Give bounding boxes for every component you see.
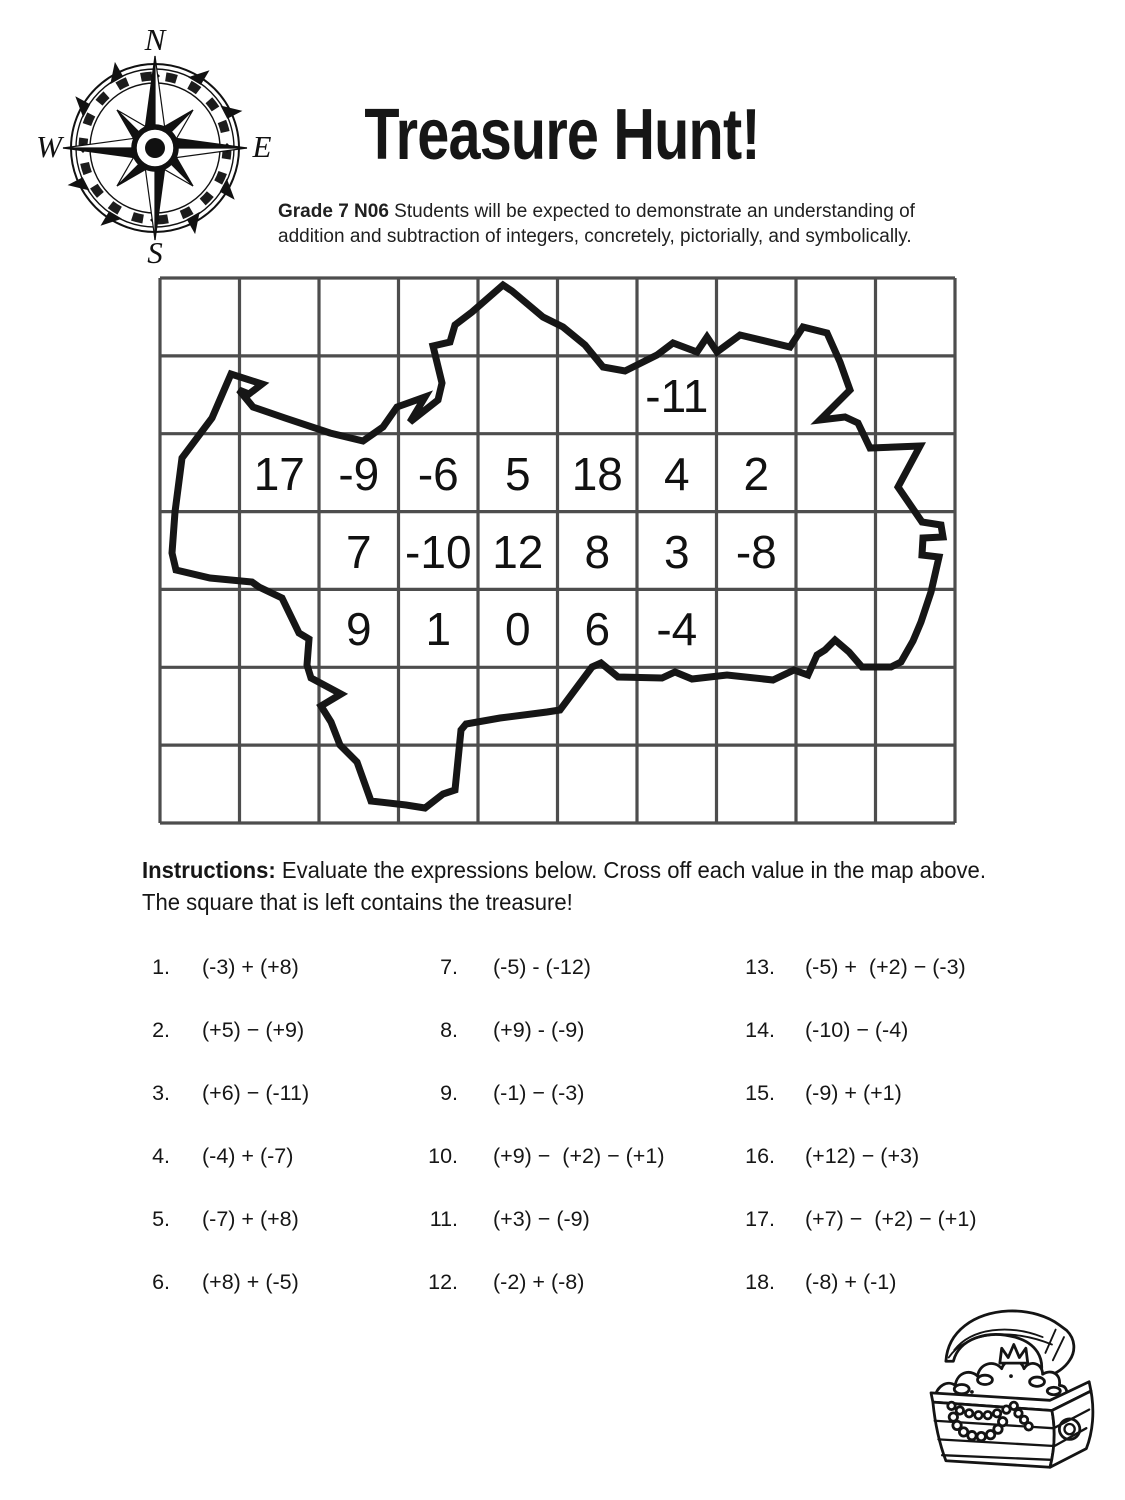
map-cell-value: 1 — [425, 603, 452, 656]
page-title-text: Treasure Hunt! — [364, 95, 761, 175]
problem-number: 9. — [440, 1081, 458, 1105]
problem-expression: (-8) + (-1) — [805, 1270, 897, 1294]
problem-expression: (+8) + (-5) — [202, 1270, 299, 1294]
compass-label-east: E — [252, 129, 272, 164]
problem-item — [410, 951, 591, 983]
problem-expression: (+12) − (+3) — [805, 1144, 920, 1168]
problem-number: 13. — [745, 955, 775, 979]
map-cell-value: 8 — [584, 525, 611, 578]
page-title — [0, 94, 1125, 176]
problem-item — [410, 1077, 584, 1109]
problem-item — [143, 951, 299, 983]
problem-expression: (+9) − (+2) − (+1) — [493, 1144, 665, 1168]
map-cell-value: 17 — [253, 447, 305, 500]
problem-item — [715, 1203, 976, 1235]
problem-item — [410, 1140, 664, 1172]
problem-expression: (-4) + (-7) — [202, 1144, 294, 1168]
instructions-text-1: Evaluate the expressions below. Cross off each value in the map above. — [275, 857, 986, 883]
problem-item — [143, 1140, 293, 1172]
problem-number: 16. — [745, 1144, 775, 1168]
worksheet-objective — [278, 199, 940, 249]
map-cell-value: 2 — [743, 447, 770, 500]
map-cell-value: 12 — [492, 525, 544, 578]
problem-item — [715, 1140, 919, 1172]
map-cell-value: 9 — [346, 603, 372, 656]
problem-number: 4. — [152, 1144, 170, 1168]
problem-item — [410, 1266, 584, 1298]
problem-number: 15. — [745, 1081, 775, 1105]
problem-number: 8. — [440, 1018, 458, 1042]
map-cell-value: -8 — [735, 525, 777, 578]
problem-number: 6. — [152, 1270, 170, 1294]
problem-item — [410, 1014, 584, 1046]
problem-expression: (+3) − (-9) — [493, 1207, 590, 1231]
map-cell-value: -11 — [645, 369, 709, 422]
problem-number: 3. — [152, 1081, 170, 1105]
problem-expression: (-3) + (+8) — [202, 955, 299, 979]
map-cell-value: -10 — [405, 525, 472, 578]
problem-expression: (-7) + (+8) — [202, 1207, 299, 1231]
problem-item — [143, 1077, 309, 1109]
map-cell-value: 18 — [571, 447, 623, 500]
problem-item — [715, 1014, 908, 1046]
objective-text: Students will be expected to demonstrate an understanding of addition and subtraction of integers, concretely, pictorially, and symbolically. — [278, 201, 915, 248]
map-cell-value: -4 — [656, 603, 698, 656]
treasure-map — [160, 278, 955, 823]
map-cell-value: 3 — [664, 525, 690, 578]
compass-thorn — [68, 177, 90, 190]
map-cell-value: 5 — [505, 447, 531, 500]
instructions-line-2: The square that is left contains the treasure! — [142, 889, 573, 916]
map-cell-value: 0 — [505, 603, 531, 656]
map-cell-value: -9 — [338, 447, 380, 500]
problem-item — [143, 1266, 299, 1298]
instructions — [142, 854, 1006, 918]
problem-number: 1. — [152, 955, 170, 979]
objective-grade-label: Grade 7 N06 — [278, 201, 389, 222]
map-cell-value: 7 — [346, 525, 372, 578]
problem-expression: (-5) + (+2) − (-3) — [805, 955, 966, 979]
instructions-label: Instructions: — [142, 857, 276, 883]
problem-item — [410, 1203, 590, 1235]
map-cell-value: 6 — [584, 603, 611, 656]
map-cell-value: -6 — [417, 447, 459, 500]
compass-label-west: W — [36, 129, 62, 164]
problem-number: 2. — [152, 1018, 170, 1042]
treasure-chest-illustration — [918, 1298, 1104, 1484]
problem-item — [143, 1203, 299, 1235]
treasure-map-grid — [160, 278, 955, 823]
problem-number: 17. — [745, 1207, 775, 1231]
problem-expression: (+7) − (+2) − (+1) — [805, 1207, 977, 1231]
problem-expression: (+9) - (-9) — [493, 1018, 585, 1042]
problem-item — [715, 1266, 896, 1298]
problem-item — [143, 1014, 304, 1046]
problem-number: 5. — [152, 1207, 170, 1231]
problem-expression: (-2) + (-8) — [493, 1270, 585, 1294]
problem-number: 12. — [428, 1270, 458, 1294]
problem-expression: (-1) − (-3) — [493, 1081, 585, 1105]
problem-number: 14. — [745, 1018, 775, 1042]
compass-label-south: S — [147, 235, 163, 265]
problem-number: 18. — [745, 1270, 775, 1294]
problem-expression: (+6) − (-11) — [202, 1081, 310, 1105]
problem-expression: (+5) − (+9) — [202, 1018, 305, 1042]
compass-label-north: N — [144, 22, 166, 57]
problem-number: 10. — [428, 1144, 458, 1168]
problem-expression: (-9) + (+1) — [805, 1081, 902, 1105]
problem-item — [715, 951, 966, 983]
map-cell-value: 4 — [664, 447, 690, 500]
problem-number: 11. — [429, 1207, 458, 1231]
problem-number: 7. — [440, 955, 458, 979]
problem-expression: (-5) - (-12) — [493, 955, 591, 979]
problem-item — [715, 1077, 902, 1109]
crown-icon — [1000, 1345, 1028, 1364]
problem-expression: (-10) − (-4) — [805, 1018, 909, 1042]
instructions-line-1 — [142, 854, 1006, 886]
